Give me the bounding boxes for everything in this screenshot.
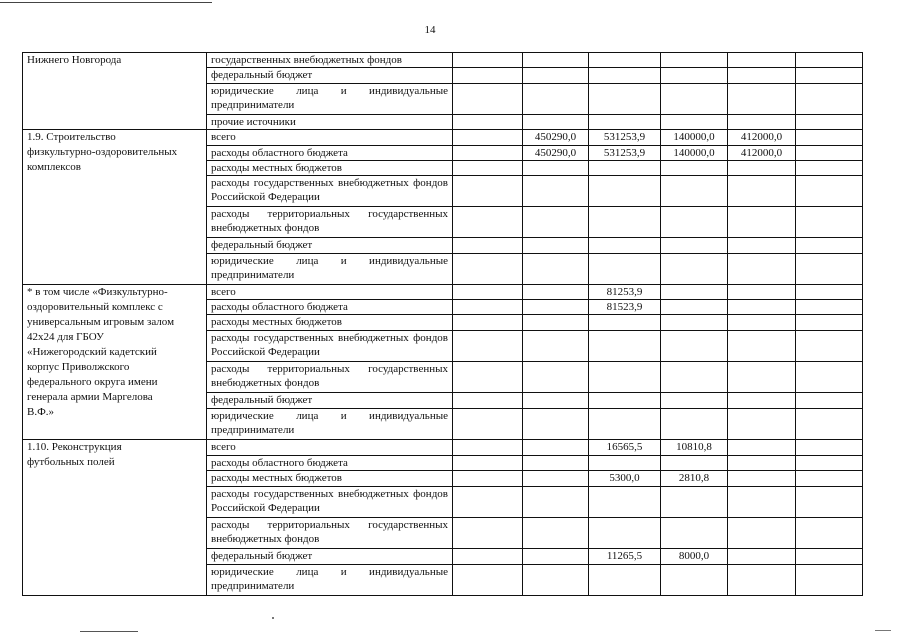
amount-cell <box>661 362 728 393</box>
amount-cell <box>453 254 523 285</box>
scan-dot <box>272 617 274 619</box>
amount-cell <box>589 176 661 207</box>
amount-cell <box>796 300 863 315</box>
amount-cell <box>661 409 728 440</box>
project-name-line: корпус Приволжского <box>27 361 130 373</box>
funding-source-cell: юридические лица и индивидуальные предприниматели <box>207 409 453 440</box>
amount-cell <box>523 238 589 254</box>
amount-cell <box>523 207 589 238</box>
amount-cell <box>796 456 863 471</box>
amount-cell <box>589 456 661 471</box>
amount-cell <box>453 549 523 565</box>
amount-cell <box>453 315 523 331</box>
amount-cell <box>728 487 796 518</box>
amount-cell: 8000,0 <box>661 549 728 565</box>
amount-cell <box>661 53 728 68</box>
project-name-cell <box>23 440 207 596</box>
amount-cell <box>589 207 661 238</box>
amount-cell <box>453 285 523 300</box>
funding-source-cell: юридические лица и индивидуальные предприниматели <box>207 565 453 596</box>
amount-cell <box>523 176 589 207</box>
amount-cell <box>661 565 728 596</box>
amount-cell <box>796 565 863 596</box>
amount-cell <box>453 409 523 440</box>
amount-cell <box>661 68 728 84</box>
amount-cell <box>453 238 523 254</box>
amount-cell <box>728 285 796 300</box>
amount-cell <box>728 161 796 176</box>
amount-cell <box>796 285 863 300</box>
amount-cell <box>589 115 661 130</box>
amount-cell: 16565,5 <box>589 440 661 456</box>
amount-cell <box>453 176 523 207</box>
amount-cell <box>661 393 728 409</box>
amount-cell <box>453 471 523 487</box>
amount-cell <box>453 161 523 176</box>
page-number: 14 <box>424 24 436 36</box>
amount-cell <box>589 254 661 285</box>
amount-cell <box>523 115 589 130</box>
amount-cell <box>589 565 661 596</box>
amount-cell <box>728 115 796 130</box>
amount-cell <box>728 176 796 207</box>
amount-cell <box>661 456 728 471</box>
project-name-line: Нижнего Новгорода <box>27 54 122 66</box>
amount-cell: 140000,0 <box>661 130 728 146</box>
amount-cell <box>523 393 589 409</box>
project-name-line: федерального округа имени <box>27 376 158 388</box>
amount-cell <box>589 362 661 393</box>
amount-cell: 412000,0 <box>728 146 796 161</box>
amount-cell <box>661 161 728 176</box>
amount-cell <box>796 161 863 176</box>
amount-cell <box>589 409 661 440</box>
amount-cell <box>728 549 796 565</box>
amount-cell <box>728 471 796 487</box>
amount-cell <box>453 456 523 471</box>
amount-cell: 81523,9 <box>589 300 661 315</box>
table-row <box>23 53 863 68</box>
amount-cell <box>661 285 728 300</box>
amount-cell: 531253,9 <box>589 146 661 161</box>
footer-mark <box>875 630 891 631</box>
amount-cell <box>523 315 589 331</box>
amount-cell <box>661 84 728 115</box>
project-name-line: 1.10. Реконструкция <box>27 441 122 453</box>
amount-cell <box>728 254 796 285</box>
amount-cell <box>728 409 796 440</box>
funding-source-cell: расходы местных бюджетов <box>207 315 453 331</box>
amount-cell <box>661 254 728 285</box>
funding-source-cell: федеральный бюджет <box>207 68 453 84</box>
project-name-cell <box>23 285 207 440</box>
amount-cell <box>453 115 523 130</box>
amount-cell <box>796 130 863 146</box>
funding-source-cell: расходы государственных внебюджетных фондов Российской Федерации <box>207 176 453 207</box>
amount-cell <box>453 440 523 456</box>
project-name-line: 1.9. Строительство <box>27 131 116 143</box>
amount-cell <box>728 518 796 549</box>
budget-table <box>22 52 863 596</box>
amount-cell <box>523 68 589 84</box>
amount-cell <box>589 393 661 409</box>
amount-cell <box>453 300 523 315</box>
amount-cell <box>796 440 863 456</box>
project-name-cell <box>23 53 207 130</box>
amount-cell: 2810,8 <box>661 471 728 487</box>
funding-source-cell: расходы областного бюджета <box>207 456 453 471</box>
project-name-line: В.Ф.» <box>27 406 55 418</box>
project-name-line: «Нижегородский кадетский <box>27 346 157 358</box>
amount-cell <box>796 68 863 84</box>
amount-cell <box>796 362 863 393</box>
amount-cell <box>728 565 796 596</box>
amount-cell <box>661 315 728 331</box>
funding-source-cell: расходы областного бюджета <box>207 300 453 315</box>
amount-cell <box>796 207 863 238</box>
amount-cell <box>523 84 589 115</box>
amount-cell <box>796 471 863 487</box>
project-name-line: генерала армии Маргелова <box>27 391 153 403</box>
amount-cell <box>661 487 728 518</box>
amount-cell <box>453 146 523 161</box>
project-name-line: оздоровительный комплекс с <box>27 301 163 313</box>
project-name-line: комплексов <box>27 161 81 173</box>
amount-cell <box>661 300 728 315</box>
amount-cell <box>796 331 863 362</box>
funding-source-cell: федеральный бюджет <box>207 549 453 565</box>
amount-cell <box>453 130 523 146</box>
amount-cell <box>523 456 589 471</box>
amount-cell <box>589 53 661 68</box>
funding-source-cell: государственных внебюджетных фондов <box>207 53 453 68</box>
amount-cell <box>661 331 728 362</box>
amount-cell <box>523 285 589 300</box>
amount-cell <box>589 487 661 518</box>
amount-cell: 5300,0 <box>589 471 661 487</box>
amount-cell <box>796 518 863 549</box>
amount-cell <box>523 487 589 518</box>
amount-cell <box>661 176 728 207</box>
amount-cell <box>796 115 863 130</box>
amount-cell <box>796 238 863 254</box>
budget-table-body <box>23 53 863 596</box>
amount-cell <box>796 146 863 161</box>
amount-cell <box>453 84 523 115</box>
amount-cell <box>589 161 661 176</box>
funding-source-cell: расходы местных бюджетов <box>207 471 453 487</box>
amount-cell: 11265,5 <box>589 549 661 565</box>
amount-cell <box>589 238 661 254</box>
amount-cell <box>661 518 728 549</box>
amount-cell <box>796 409 863 440</box>
amount-cell <box>728 440 796 456</box>
project-name-line: универсальным игровым залом <box>27 316 175 328</box>
funding-source-cell: расходы территориальных государственных внебюджетных фондов <box>207 207 453 238</box>
funding-source-cell: всего <box>207 440 453 456</box>
amount-cell <box>589 84 661 115</box>
project-name-line: физкультурно-оздоровительных <box>27 146 178 158</box>
funding-source-cell: расходы государственных внебюджетных фондов Российской Федерации <box>207 331 453 362</box>
top-rule <box>0 2 212 3</box>
amount-cell: 450290,0 <box>523 146 589 161</box>
amount-cell <box>728 238 796 254</box>
amount-cell <box>796 393 863 409</box>
amount-cell <box>523 331 589 362</box>
amount-cell <box>796 549 863 565</box>
amount-cell <box>796 487 863 518</box>
funding-source-cell: расходы областного бюджета <box>207 146 453 161</box>
amount-cell: 81253,9 <box>589 285 661 300</box>
amount-cell <box>796 254 863 285</box>
amount-cell <box>589 331 661 362</box>
amount-cell <box>453 68 523 84</box>
amount-cell: 412000,0 <box>728 130 796 146</box>
amount-cell <box>796 315 863 331</box>
project-name-line: * в том числе «Физкультурно- <box>27 286 168 298</box>
amount-cell <box>796 84 863 115</box>
funding-source-cell: всего <box>207 130 453 146</box>
amount-cell <box>453 207 523 238</box>
amount-cell <box>728 300 796 315</box>
amount-cell: 450290,0 <box>523 130 589 146</box>
amount-cell <box>523 254 589 285</box>
amount-cell <box>728 362 796 393</box>
amount-cell <box>728 53 796 68</box>
footer-rule <box>80 631 138 632</box>
amount-cell <box>453 53 523 68</box>
funding-source-cell: федеральный бюджет <box>207 393 453 409</box>
amount-cell <box>728 68 796 84</box>
amount-cell <box>523 549 589 565</box>
amount-cell <box>661 207 728 238</box>
amount-cell <box>728 315 796 331</box>
amount-cell <box>796 176 863 207</box>
project-name-cell <box>23 130 207 285</box>
amount-cell <box>453 362 523 393</box>
amount-cell <box>728 393 796 409</box>
table-row <box>23 440 863 456</box>
amount-cell <box>453 518 523 549</box>
amount-cell <box>523 53 589 68</box>
amount-cell <box>523 518 589 549</box>
amount-cell <box>728 456 796 471</box>
funding-source-cell: юридические лица и индивидуальные предприниматели <box>207 84 453 115</box>
funding-source-cell: расходы местных бюджетов <box>207 161 453 176</box>
amount-cell <box>661 238 728 254</box>
amount-cell <box>589 518 661 549</box>
amount-cell <box>523 409 589 440</box>
project-name-line: футбольных полей <box>27 456 115 468</box>
project-name-line: 42х24 для ГБОУ <box>27 331 104 343</box>
amount-cell <box>589 68 661 84</box>
amount-cell <box>728 207 796 238</box>
amount-cell <box>523 161 589 176</box>
amount-cell <box>523 565 589 596</box>
amount-cell <box>453 565 523 596</box>
funding-source-cell: расходы территориальных государственных внебюджетных фондов <box>207 362 453 393</box>
amount-cell <box>523 471 589 487</box>
amount-cell <box>523 440 589 456</box>
funding-source-cell: юридические лица и индивидуальные предприниматели <box>207 254 453 285</box>
amount-cell <box>523 362 589 393</box>
table-row <box>23 130 863 146</box>
table-row <box>23 285 863 300</box>
funding-source-cell: всего <box>207 285 453 300</box>
amount-cell <box>453 487 523 518</box>
amount-cell <box>453 393 523 409</box>
funding-source-cell: расходы государственных внебюджетных фондов Российской Федерации <box>207 487 453 518</box>
amount-cell <box>728 331 796 362</box>
amount-cell <box>728 84 796 115</box>
funding-source-cell: прочие источники <box>207 115 453 130</box>
amount-cell <box>453 331 523 362</box>
funding-source-cell: федеральный бюджет <box>207 238 453 254</box>
amount-cell <box>661 115 728 130</box>
amount-cell <box>796 53 863 68</box>
amount-cell: 531253,9 <box>589 130 661 146</box>
funding-source-cell: расходы территориальных государственных внебюджетных фондов <box>207 518 453 549</box>
amount-cell: 140000,0 <box>661 146 728 161</box>
amount-cell <box>589 315 661 331</box>
amount-cell: 10810,8 <box>661 440 728 456</box>
amount-cell <box>523 300 589 315</box>
